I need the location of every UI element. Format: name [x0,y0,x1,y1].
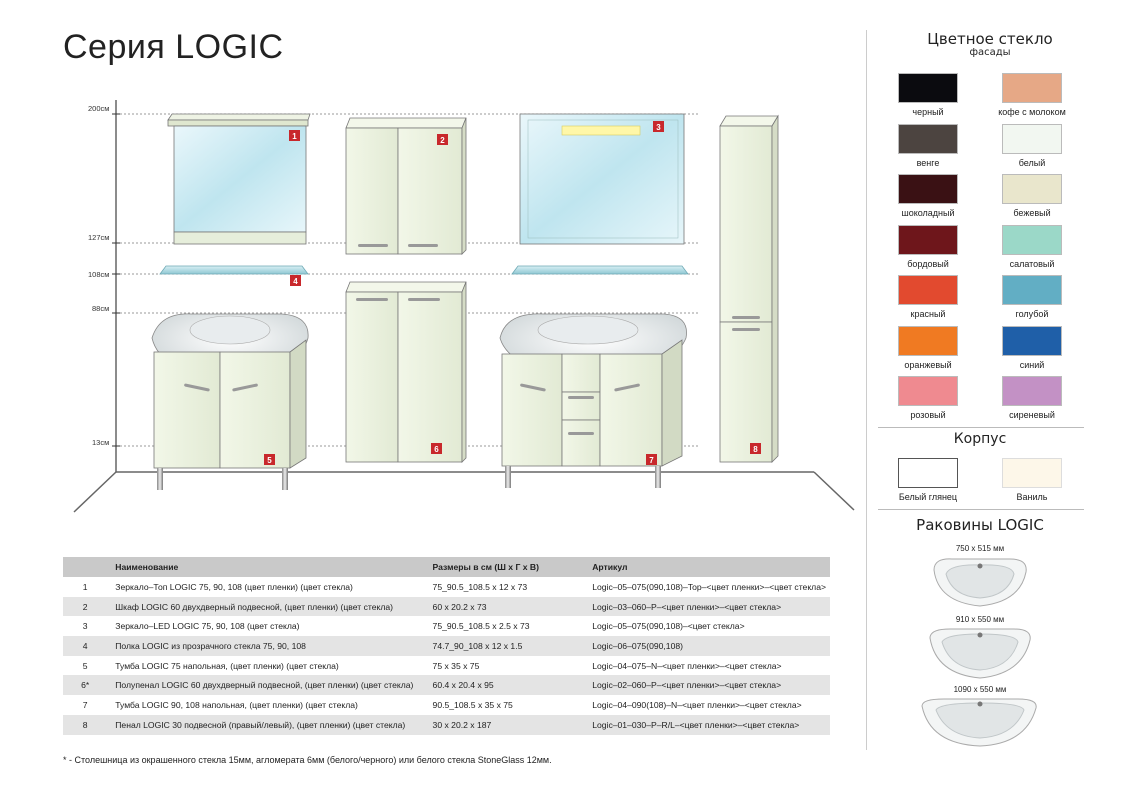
table-cell-name: Полка LOGIC из прозрачного стекла 75, 90, 108 [111,636,428,656]
item-1-mirror-top [168,114,310,244]
color-swatch [898,376,958,406]
table-row [63,695,830,715]
table-cell-name: Шкаф LOGIC 60 двухдверный подвесной, (цвет пленки) (цвет стекла) [111,597,428,617]
spec-table [63,557,830,735]
page-title: Серия LOGIC [63,28,284,66]
color-swatch [898,124,958,154]
table-cell-n: 2 [63,597,111,617]
item-number-badge: 7 [649,456,654,465]
table-cell-sku: Logic–05–075(090,108)–Top–<цвет пленки>–<цвет стекла> [592,581,826,592]
sink-size-label: 910 x 550 мм [955,615,1005,624]
table-cell-name: Полупенал LOGIC 60 двухдверный подвесной, (цвет пленки) (цвет стекла) [111,675,428,695]
table-cell-n: 5 [82,660,88,671]
color-swatch [1002,225,1062,255]
table-cell-sku: Logic–01–030–P–R/L–<цвет пленки>–<цвет стекла> [588,715,830,735]
item-number-badge: 3 [656,123,661,132]
color-swatch-label: сиреневый [1009,410,1055,420]
footnote: * - Столешница из окрашенного стекла 15мм, агломерата 6мм (белого/черного) или белого стекла StoneGlass 12мм. [63,755,552,765]
color-swatch-label: бежевый [1013,208,1051,218]
divider [878,509,1084,510]
table-cell-n: 3 [82,621,88,632]
table-cell-size: 30 x 20.2 x 187 [429,715,589,735]
item-number-badge: 4 [293,277,298,286]
table-cell-size: 60 x 20.2 x 73 [429,597,589,617]
item-number-badge: 2 [440,136,445,145]
table-cell-n: 1 [82,581,88,592]
table-row [63,636,830,656]
color-swatch-label: венге [916,157,940,168]
color-swatch-label: белый [1018,157,1046,168]
color-swatch-label: бордовый [907,258,949,269]
table-cell-name: Зеркало–LED LOGIC 75, 90, 108 (цвет стекла) [115,621,300,632]
color-swatch [1002,275,1062,305]
table-cell-size: 75_90.5_108.5 x 2.5 x 73 [432,621,530,632]
color-swatch-label: салатовый [1009,258,1055,269]
color-swatch [1002,376,1062,406]
column-header: Наименование [111,557,428,577]
table-row [63,616,830,636]
table-cell-sku: Logic–03–060–P–<цвет пленки>–<цвет стекла> [588,597,830,617]
sink-910-image [926,626,1036,680]
item-number-badge: 8 [753,445,758,454]
table-cell-name: Пенал LOGIC 30 подвесной (правый/левый), (цвет пленки) (цвет стекла) [111,715,428,735]
color-swatch [1002,174,1062,204]
table-cell-size: 74.7_90_108 x 12 x 1.5 [429,636,589,656]
scale-label-200: 200см [88,104,110,113]
color-swatch [898,174,958,204]
palette-title: Цветное стекло [927,30,1053,48]
table-cell-name: Зеркало–Топ LOGIC 75, 90, 108 (цвет пленки) (цвет стекла) [115,581,353,592]
table-cell-size: 75_90.5_108.5 x 12 x 73 [432,581,528,592]
table-row [63,675,830,695]
palette-subtitle: фасады [969,47,1011,58]
color-swatch-label: черный [912,107,944,117]
table-cell-name: Тумба LOGIC 75 напольная, (цвет пленки) (цвет стекла) [115,660,339,671]
divider [866,30,867,750]
table-cell-sku: Logic–06–075(090,108) [588,636,830,656]
table-cell-size: 90.5_108.5 x 35 x 75 [432,699,513,710]
table-cell-size: 60.4 x 20.4 x 95 [429,675,589,695]
color-swatch [898,275,958,305]
table-cell-name: Тумба LOGIC 90, 108 напольная, (цвет пленки) (цвет стекла) [115,699,358,710]
table-row [63,597,830,617]
item-number-badge: 1 [292,132,297,141]
color-swatch [1002,73,1062,103]
scale-label-13: 13см [92,438,110,447]
table-row [63,577,830,597]
table-cell-n: 7 [82,699,88,710]
sink-size-label: 750 x 515 мм [955,544,1005,553]
color-swatch-label: красный [910,309,946,319]
table-cell-sku: Logic–05–075(090,108)–<цвет стекла> [592,621,745,632]
table-cell-sku: Logic–04–075–N–<цвет пленки>–<цвет стекла> [592,660,782,671]
item-6-half-column [346,282,466,462]
sink-size-label: 1090 x 550 мм [953,685,1007,694]
item-7-vanity-90 [500,314,687,488]
item-number-badge: 6 [434,445,439,454]
color-swatch-label: синий [1019,359,1045,370]
item-number-badge: 5 [267,456,272,465]
sink-750-image [930,556,1030,608]
item-5-vanity-75 [152,314,308,490]
column-header: Размеры в см (Ш x Г x В) [429,557,589,577]
column-header [63,557,111,577]
color-swatch [1002,326,1062,356]
scale-label-108: 108см [88,270,110,279]
item-8-tall-column [720,116,778,462]
table-cell-n: 8 [63,715,111,735]
table-cell-n: 4 [63,636,111,656]
table-row [63,656,830,676]
sinks-title: Раковины LOGIC [916,516,1044,534]
table-cell-sku: Logic–04–090(108)–N–<цвет пленки>–<цвет стекла> [592,699,802,710]
color-swatch [1002,124,1062,154]
scale-label-88: 88см [92,304,110,313]
divider [878,427,1084,428]
item-3-mirror-led [520,114,684,244]
item-4-glass-shelves [160,266,688,274]
scale-label-127: 127см [88,233,110,242]
color-swatch-label: голубой [1015,309,1049,319]
color-swatch-label: розовый [910,410,946,420]
color-swatch [898,326,958,356]
body-color-swatch-label: Ваниль [1016,492,1048,502]
table-row [63,715,830,735]
body-color-swatch [898,458,958,488]
body-color-swatch [1002,458,1062,488]
table-cell-size: 75 x 35 x 75 [432,660,480,671]
table-header-row [63,557,830,577]
color-swatch [898,73,958,103]
sink-1090-image [918,696,1042,748]
table-cell-n: 6* [63,675,111,695]
color-swatch-label: шоколадный [901,208,955,218]
body-title: Корпус [953,431,1007,447]
column-header: Артикул [588,557,830,577]
color-swatch [898,225,958,255]
color-swatch-label: кофе с молоком [998,107,1066,117]
body-color-swatch-label: Белый глянец [898,492,958,502]
color-swatch-label: оранжевый [904,359,952,370]
table-cell-sku: Logic–02–060–P–<цвет пленки>–<цвет стекла> [588,675,830,695]
